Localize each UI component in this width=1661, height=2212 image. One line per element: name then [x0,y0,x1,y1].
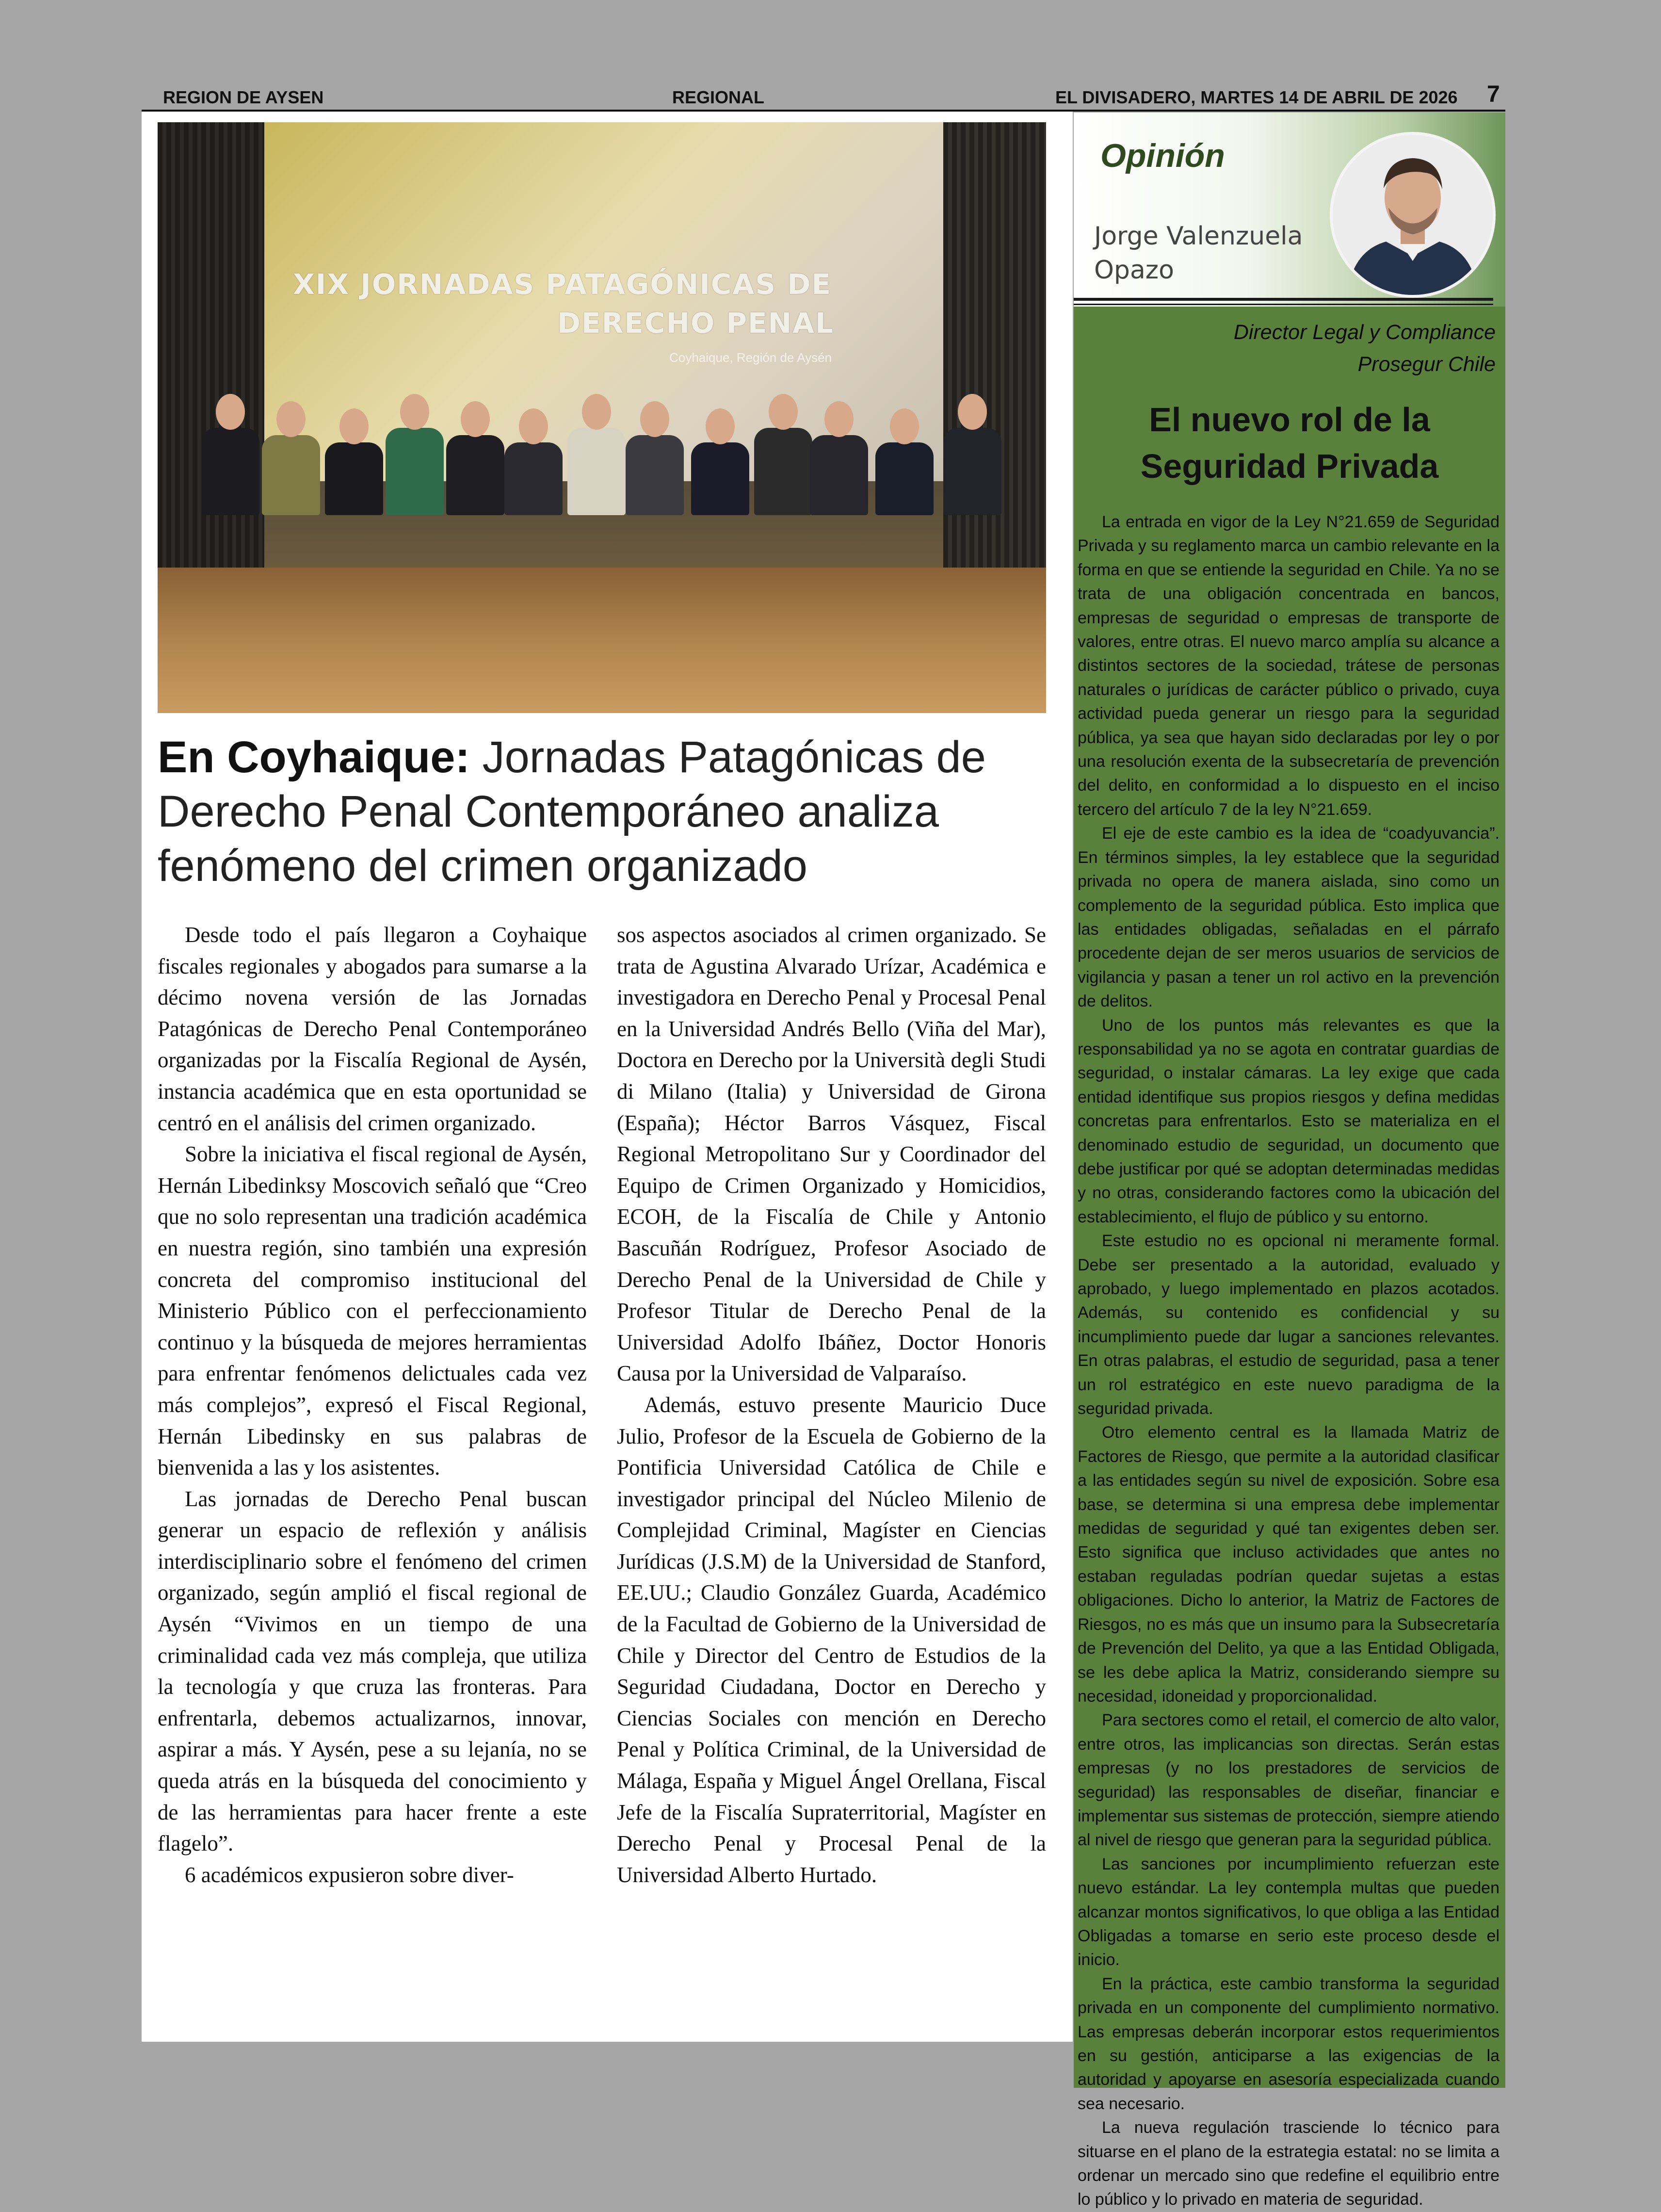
author-role-line1: Director Legal y Compliance [1233,321,1496,344]
person [691,442,749,515]
screen-title-line2: DERECHO PENAL [557,307,834,340]
person-head [276,401,306,437]
opinion-paragraph: Para sectores como el retail, el comercio de alto valor, entre otros, las implicancias son directas. Serán estas empresas (y no los prestadores de servicios de seguridad) las responsables de diseñar, financiar e implementar sus sistemas de protección, siempre atiendo al nivel de riesgo que generan para la seguridad pública. [1078,1711,1500,1850]
publication-date: EL DIVISADERO, MARTES 14 DE ABRIL DE 2026 [1055,87,1458,107]
person-head [519,408,548,444]
opinion-paragraph: El eje de este cambio es la idea de “coadyuvancia”. En términos simples, la ley establece que la seguridad privada no opera de manera aislada, sino como un complemento de la seguridad pública. Esto implica que las entidades obligadas, señaladas en el párrafo procedente dejan de ser meros usuarios de servicios de vigilancia y pasan a tener un rol activo en la prevención de delitos. [1078,824,1500,1011]
author-first-name: Jorge Valenzuela [1094,222,1303,251]
page-number: 7 [1487,81,1500,107]
section-region: REGION DE AYSEN [163,87,324,107]
opinion-title-line2: Seguridad Privada [1140,447,1439,485]
person-head [824,401,854,437]
headline-lead: En Coyhaique: [158,732,470,782]
person [875,442,934,515]
article-headline [158,730,1045,893]
headline-rest: Jornadas Patagónicas de Derecho Penal Contemporáneo analiza fenómeno del crimen organizado [158,732,986,891]
opinion-body [1078,510,1500,2212]
person [754,428,812,515]
author-portrait [1330,132,1496,298]
article-paragraph: 6 académicos expusieron sobre diver- [185,1862,514,1887]
person-head [339,408,369,444]
person [386,428,444,515]
section-name: REGIONAL [672,87,765,107]
person [325,442,383,515]
opinion-panel [1074,113,1505,2209]
header-rule [142,110,1505,112]
article-paragraph: Desde todo el país llegaron a Coyhaique fiscales regionales y abogados para sumarse a la décimo novena versión de las Jornadas Patagónicas de Derecho Penal Contemporáneo organizadas por la Fiscalía Regional de Aysén, instancia académica que en esta oportunidad se centró en el análisis del crimen organizado. [158,923,587,1135]
person-head [890,408,919,444]
person [262,435,320,515]
author-portrait-image [1333,135,1493,295]
person-head [216,394,245,430]
person [626,435,684,515]
person [567,428,626,515]
author-role [1234,316,1496,380]
article-paragraph: Además, estuvo presente Mauricio Duce Julio, Profesor de la Escuela de Gobierno de la Pontificia Universidad Católica de Chile e investigador principal del Núcleo Milenio de Complejidad Criminal, Magíster en Ciencias Jurídicas (J.S.M) de la Universidad de Stanford, EE.UU.; Claudio González Guarda, Académico de la Facultad de Gobierno de la Universidad de Chile y Director del Centro de Estudios de la Seguridad Ciudadana, Doctor en Derecho y Ciencias Sociales con mención en Derecho Penal y Política Criminal, de la Universidad de Málaga, España y Miguel Ángel Orellana, Fiscal Jefe de la Fiscalía Supraterritorial, Magíster en Derecho Penal y Procesal Penal de la Universidad Alberto Hurtado. [617,1392,1046,1887]
person-head [400,394,429,430]
opinion-rules [1074,298,1505,308]
person [201,428,259,515]
opinion-paragraph: Las sanciones por incumplimiento refuerzan este nuevo estándar. La ley contempla multas que pueden alcanzar montos significativos, lo que obliga a las Entidad Obligadas a tomarse en serio este proceso desde el inicio. [1078,1854,1500,1969]
article-paragraph: Sobre la iniciativa el fiscal regional de Aysén, Hernán Libedinksy Moscovich señaló que “Creo que no solo representan una tradición académica en nuestra región, sino también una expresión concreta del compromiso institucional del Ministerio Público con el perfeccionamiento continuo y la búsqueda de mejores herramientas para enfrentar fenómenos delictuales cada vez más complejos”, expresó el Fiscal Regional, Hernán Libedinsky en sus palabras de bienvenida a las y los asistentes. [158,1142,587,1480]
person [810,435,868,515]
opinion-author [1094,219,1312,287]
article-column-1 [158,919,587,1890]
person-head [958,394,987,430]
person [943,428,1001,515]
opinion-paragraph: En la práctica, este cambio transforma la seguridad privada en un componente del cumplimiento normativo. Las empresas deberán incorporar estos requerimientos en su gestión, anticiparse a las exigencias de la autoridad y apoyarse en asesoría especializada cuando sea necesario. [1078,1974,1500,2113]
opinion-label: Opinión [1100,137,1225,174]
opinion-paragraph: La entrada en vigor de la Ley N°21.659 de Seguridad Privada y su reglamento marca un cambio relevante en la forma en que se entiende la seguridad en Chile. Ya no se trata de una obligación concentrada en bancos, empresas de seguridad o empresas de transporte de valores, entre otras. El nuevo marco amplía su alcance a distintos sectores de la sociedad, trátese de personas naturales o jurídicas de carácter público o privado, cuya actividad pueda generar un riesgo para la seguridad pública, ya sea que hayan sido declaradas por ley o por una resolución exenta de la subsecretaría de prevención del delito, en conformidad a lo dispuesto en el inciso tercero del artículo 7 de la ley N°21.659. [1078,513,1500,819]
person-head [582,394,611,430]
opinion-title [1074,396,1505,489]
article-paragraph: Las jornadas de Derecho Penal buscan generar un espacio de reflexión y análisis interdisciplinario sobre el fenómeno del crimen organizado, según amplió el fiscal regional de Aysén “Vivimos en un tiempo de una criminalidad cada vez más compleja, que utiliza la tecnología y que cruza las fronteras. Para enfrentarla, debemos actualizarnos, innovar, aspirar a más. Y Aysén, pese a su lejanía, no se queda atrás en la búsqueda del conocimiento y de las herramientas para hacer frente a este flagelo”. [158,1486,587,1856]
event-photo [158,122,1046,713]
article-column-2 [617,919,1046,1890]
screen-subtitle: Coyhaique, Región de Aysén [669,350,832,365]
opinion-paragraph: Otro elemento central es la llamada Matriz de Factores de Riesgo, que permite a la autoridad clasificar a las entidades según su nivel de exposición. Sobre esa base, se determina si una empresa debe implementar medidas de seguridad y qué tan exigentes deben ser. Esto significa que incluso actividades que antes no estaban reguladas podrían quedar sujetas a estas obligaciones. Dicho lo anterior, la Matriz de Factores de Riesgos, no es más que un insumo para la Subsecretaría de Prevención del Delito, ya que a las Entidad Obligada, se les debe aplica la Matriz, considerando siempre su necesidad, idoneidad y proporcionalidad. [1078,1423,1500,1706]
opinion-paragraph: Uno de los puntos más relevantes es que la responsabilidad ya no se agota en contratar guardias de seguridad, o instalar cámaras. La ley exige que cada entidad identifique sus propios riesgos y defina medidas concretas para enfrentarlos. Esto se materializa en el denominado estudio de seguridad, un documento que debe justificar por qué se adoptan determinadas medidas y no otras, considerando factores como la ubicación del establecimiento, el flujo de público y su entorno. [1078,1016,1500,1226]
divider [1074,304,1493,305]
opinion-paragraph: La nueva regulación trasciende lo técnico para situarse en el plano de la estrategia estatal: no se limita a ordenar un mercado sino que redefine el equilibrio entre lo público y lo privado en materia de seguridad. [1078,2118,1500,2209]
person [446,435,504,515]
author-role-line2: Prosegur Chile [1357,353,1496,376]
divider [1074,298,1493,301]
wood-floor [158,568,1046,713]
person-head [706,408,735,444]
opinion-paragraph: Este estudio no es opcional ni meramente formal. Debe ser presentado a la autoridad, evaluado y aprobado, y luego implementado en plazos acotados. Además, su contenido es confidencial y su incumplimiento puede dar lugar a sanciones relevantes. En otras palabras, el estudio de seguridad, pasa a tener un rol estratégico en este nuevo paradigma de la seguridad privada. [1078,1232,1500,1418]
person-head [640,401,669,437]
screen-title-line1: XIX JORNADAS PATAGÓNICAS DE [293,268,832,301]
person-head [769,394,798,430]
article-paragraph: sos aspectos asociados al crimen organizado. Se trata de Agustina Alvarado Urízar, Académica e investigadora en Derecho Penal y Procesal Penal en la Universidad Andrés Bello (Viña del Mar), Doctora en Derecho por la Università degli Studi di Milano (Italia) y Universidad de Girona (España); Héctor Barros Vásquez, Fiscal Regional Metropolitano Sur y Coordinador del Equipo de Crimen Organizado y Homicidios, ECOH, de la Fiscalía de Chile y Antonio Bascuñán Rodríguez, Profesor Asociado de Derecho Penal de la Universidad de Chile y Profesor Titular de Derecho Penal de la Universidad Adolfo Ibáñez, Doctor Honoris Causa por la Universidad de Valparaíso. [617,923,1046,1386]
person [504,442,563,515]
person-head [461,401,490,437]
opinion-title-line1: El nuevo rol de la [1149,401,1430,439]
author-last-name: Opazo [1094,256,1174,285]
